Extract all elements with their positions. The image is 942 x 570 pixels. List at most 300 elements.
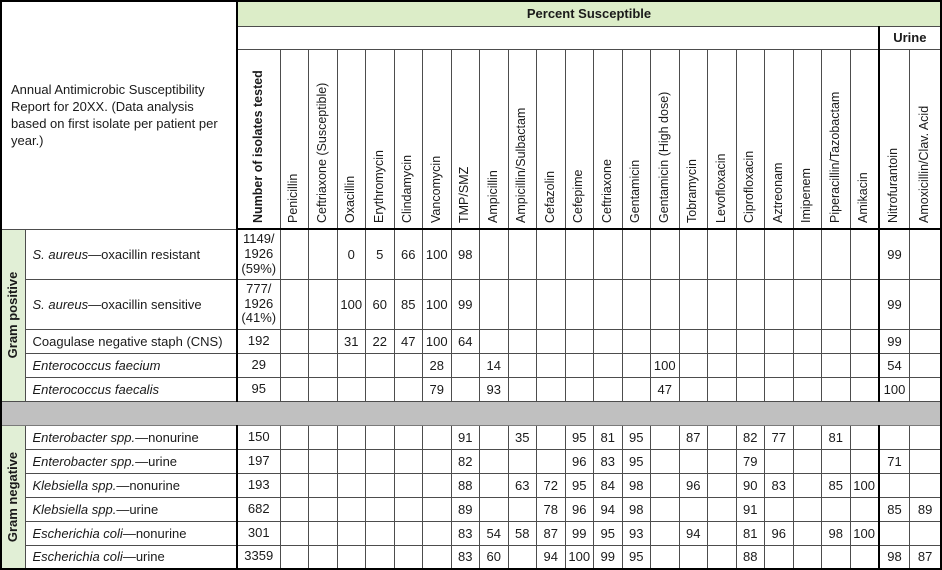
value-cell: 63	[508, 473, 537, 497]
table-row	[1, 229, 941, 279]
value-cell: 96	[565, 497, 594, 521]
value-cell	[394, 425, 423, 449]
value-cell	[793, 545, 822, 569]
table-row	[1, 473, 941, 497]
percent-susceptible-header: Percent Susceptible	[237, 1, 941, 26]
value-cell: 82	[736, 425, 765, 449]
value-cell	[822, 229, 851, 279]
value-cell	[594, 329, 623, 353]
value-cell	[879, 425, 910, 449]
value-cell: 99	[879, 229, 910, 279]
value-cell	[423, 473, 452, 497]
value-cell	[537, 353, 566, 377]
value-cell	[793, 279, 822, 329]
value-cell	[280, 449, 309, 473]
table-row	[1, 329, 941, 353]
value-cell: 96	[565, 449, 594, 473]
isolates-count: 150	[237, 425, 280, 449]
column-header-label: Vancomycin	[428, 155, 443, 223]
value-cell: 95	[565, 425, 594, 449]
value-cell	[736, 377, 765, 401]
organism-name-suffix: —urine	[116, 501, 159, 517]
value-cell: 47	[651, 377, 680, 401]
value-cell	[679, 353, 708, 377]
value-cell	[508, 545, 537, 569]
value-cell: 99	[594, 545, 623, 569]
column-header-ciprofloxacin	[736, 49, 765, 229]
value-cell: 98	[622, 473, 651, 497]
isolates-count: 29	[237, 353, 280, 377]
organism-name-suffix: —oxacillin sensitive	[88, 296, 202, 312]
value-cell	[280, 353, 309, 377]
value-cell	[850, 229, 879, 279]
value-cell	[480, 229, 509, 279]
value-cell	[910, 425, 941, 449]
value-cell: 81	[594, 425, 623, 449]
column-header-label: Erythromycin	[371, 150, 386, 223]
value-cell	[508, 229, 537, 279]
value-cell	[651, 279, 680, 329]
value-cell	[622, 279, 651, 329]
value-cell	[708, 473, 737, 497]
column-header-label: Ampicillin/Sulbactam	[514, 107, 529, 223]
value-cell	[822, 377, 851, 401]
value-cell	[793, 229, 822, 279]
value-cell	[565, 279, 594, 329]
value-cell	[822, 329, 851, 353]
value-cell	[480, 279, 509, 329]
value-cell: 87	[679, 425, 708, 449]
value-cell	[537, 279, 566, 329]
table-row	[1, 353, 941, 377]
value-cell: 95	[622, 545, 651, 569]
value-cell: 100	[337, 279, 366, 329]
value-cell: 100	[651, 353, 680, 377]
column-header-label: Cefazolin	[542, 170, 557, 223]
value-cell	[394, 449, 423, 473]
value-cell	[508, 353, 537, 377]
value-cell	[337, 449, 366, 473]
value-cell	[337, 425, 366, 449]
organism-name	[25, 545, 237, 569]
value-cell: 95	[622, 449, 651, 473]
value-cell	[793, 329, 822, 353]
value-cell	[679, 545, 708, 569]
organism-name	[25, 329, 237, 353]
value-cell	[708, 449, 737, 473]
column-header-label: Tobramycin	[685, 159, 700, 223]
value-cell	[651, 497, 680, 521]
value-cell: 47	[394, 329, 423, 353]
organism-name-species: Escherichia coli	[32, 525, 123, 541]
value-cell	[309, 229, 338, 279]
value-cell: 64	[451, 329, 480, 353]
isolates-count: 193	[237, 473, 280, 497]
value-cell: 98	[879, 545, 910, 569]
organism-name-suffix: —oxacillin resistant	[88, 246, 201, 262]
isolates-count: 197	[237, 449, 280, 473]
value-cell	[366, 545, 395, 569]
value-cell	[565, 229, 594, 279]
value-cell	[508, 449, 537, 473]
value-cell	[594, 377, 623, 401]
value-cell	[850, 329, 879, 353]
column-header-ceftriaxone	[594, 49, 623, 229]
value-cell	[708, 545, 737, 569]
value-cell	[651, 449, 680, 473]
column-header-amikacin	[850, 49, 879, 229]
organism-name-species: Escherichia coli	[32, 549, 123, 565]
value-cell: 91	[451, 425, 480, 449]
column-header-label: Cefepime	[571, 169, 586, 223]
value-cell: 66	[394, 229, 423, 279]
value-cell	[423, 449, 452, 473]
value-cell	[651, 425, 680, 449]
column-header-amoxicillin-clav-acid	[910, 49, 941, 229]
value-cell	[765, 329, 794, 353]
value-cell: 83	[594, 449, 623, 473]
organism-name-suffix: —urine	[135, 453, 178, 469]
value-cell	[679, 329, 708, 353]
value-cell	[366, 425, 395, 449]
value-cell	[910, 353, 941, 377]
value-cell	[594, 229, 623, 279]
value-cell	[337, 353, 366, 377]
value-cell	[394, 545, 423, 569]
value-cell	[480, 329, 509, 353]
isolates-count: 777/ 1926 (41%)	[237, 279, 280, 329]
value-cell: 87	[537, 521, 566, 545]
value-cell	[622, 353, 651, 377]
value-cell: 93	[480, 377, 509, 401]
value-cell	[394, 521, 423, 545]
value-cell	[537, 329, 566, 353]
table-row	[1, 497, 941, 521]
value-cell: 94	[594, 497, 623, 521]
organism-name	[25, 377, 237, 401]
column-header-ampicillin	[480, 49, 509, 229]
value-cell	[309, 377, 338, 401]
value-cell	[309, 449, 338, 473]
value-cell: 89	[910, 497, 941, 521]
value-cell: 99	[879, 329, 910, 353]
value-cell	[394, 377, 423, 401]
value-cell	[423, 425, 452, 449]
value-cell	[366, 473, 395, 497]
table-row	[1, 377, 941, 401]
value-cell	[910, 473, 941, 497]
isolates-count: 1149/ 1926 (59%)	[237, 229, 280, 279]
column-header-cefazolin	[537, 49, 566, 229]
section-label-text: Gram positive	[5, 271, 21, 359]
section-separator-row	[1, 401, 941, 425]
value-cell	[736, 279, 765, 329]
value-cell	[366, 497, 395, 521]
value-cell: 98	[822, 521, 851, 545]
value-cell	[537, 229, 566, 279]
organism-name-species: Klebsiella spp.	[32, 501, 117, 517]
column-header-label: Ceftriaxone	[599, 159, 614, 223]
value-cell: 60	[366, 279, 395, 329]
value-cell	[651, 229, 680, 279]
column-header-label: TMP/SMZ	[457, 166, 472, 223]
value-cell	[793, 377, 822, 401]
value-cell	[622, 377, 651, 401]
column-header-imipenem	[793, 49, 822, 229]
column-header-gentamicin	[622, 49, 651, 229]
table-row	[1, 545, 941, 569]
value-cell	[651, 545, 680, 569]
value-cell	[423, 545, 452, 569]
value-cell: 100	[423, 229, 452, 279]
value-cell	[679, 377, 708, 401]
table-row	[1, 425, 941, 449]
value-cell: 82	[451, 449, 480, 473]
column-header-label: Imipenem	[799, 168, 814, 223]
value-cell	[793, 449, 822, 473]
value-cell	[850, 353, 879, 377]
value-cell: 31	[337, 329, 366, 353]
value-cell: 60	[480, 545, 509, 569]
value-cell	[765, 353, 794, 377]
column-header-cefepime	[565, 49, 594, 229]
value-cell	[394, 497, 423, 521]
value-cell	[708, 497, 737, 521]
isolates-count: 301	[237, 521, 280, 545]
value-cell: 93	[622, 521, 651, 545]
isolates-count: 95	[237, 377, 280, 401]
value-cell	[910, 521, 941, 545]
isolates-column-label: Number of isolates tested	[250, 70, 265, 223]
value-cell: 89	[451, 497, 480, 521]
value-cell	[394, 473, 423, 497]
value-cell: 84	[594, 473, 623, 497]
value-cell	[394, 353, 423, 377]
value-cell: 78	[537, 497, 566, 521]
value-cell	[793, 497, 822, 521]
column-header-tobramycin	[679, 49, 708, 229]
value-cell	[850, 497, 879, 521]
value-cell	[679, 497, 708, 521]
organism-name-species: Enterococcus faecium	[32, 357, 161, 373]
value-cell: 96	[679, 473, 708, 497]
value-cell	[366, 449, 395, 473]
column-header-label: Ceftriaxone (Susceptible)	[314, 82, 329, 223]
value-cell: 98	[451, 229, 480, 279]
value-cell: 79	[736, 449, 765, 473]
value-cell	[280, 545, 309, 569]
column-header-penicillin	[280, 49, 309, 229]
value-cell	[708, 425, 737, 449]
organism-name-species: Enterococcus faecalis	[32, 381, 159, 397]
value-cell: 14	[480, 353, 509, 377]
value-cell	[736, 353, 765, 377]
organism-name-species: Enterobacter spp.	[32, 429, 136, 445]
organism-name-suffix: Coagulase negative staph (CNS)	[32, 333, 223, 349]
value-cell: 100	[879, 377, 910, 401]
value-cell: 77	[765, 425, 794, 449]
column-header-gentamicin-high-dose	[651, 49, 680, 229]
table-row	[1, 521, 941, 545]
value-cell	[850, 449, 879, 473]
value-cell: 72	[537, 473, 566, 497]
organism-name-species: Enterobacter spp.	[32, 453, 136, 469]
value-cell	[879, 473, 910, 497]
isolates-count: 192	[237, 329, 280, 353]
organism-name	[25, 521, 237, 545]
value-cell	[366, 377, 395, 401]
value-cell	[451, 353, 480, 377]
value-cell	[708, 329, 737, 353]
value-cell	[280, 377, 309, 401]
value-cell	[793, 425, 822, 449]
value-cell	[280, 521, 309, 545]
value-cell	[480, 449, 509, 473]
column-header-label: Penicillin	[286, 173, 301, 223]
table-body	[1, 229, 941, 569]
value-cell: 81	[822, 425, 851, 449]
value-cell	[850, 545, 879, 569]
value-cell: 95	[594, 521, 623, 545]
value-cell	[309, 353, 338, 377]
organism-name	[25, 473, 237, 497]
value-cell	[309, 279, 338, 329]
value-cell: 87	[910, 545, 941, 569]
value-cell: 85	[394, 279, 423, 329]
value-cell: 88	[736, 545, 765, 569]
value-cell: 90	[736, 473, 765, 497]
value-cell	[309, 497, 338, 521]
value-cell	[280, 425, 309, 449]
header-row-group	[1, 1, 941, 26]
value-cell	[423, 521, 452, 545]
column-header-label: Gentamicin (High dose)	[656, 91, 671, 223]
value-cell: 99	[565, 521, 594, 545]
value-cell: 83	[451, 521, 480, 545]
value-cell	[708, 229, 737, 279]
value-cell: 71	[879, 449, 910, 473]
value-cell: 79	[423, 377, 452, 401]
value-cell: 85	[822, 473, 851, 497]
value-cell: 100	[850, 473, 879, 497]
value-cell	[337, 545, 366, 569]
section-label-text: Gram negative	[5, 451, 21, 542]
column-header-vancomycin	[423, 49, 452, 229]
value-cell	[708, 377, 737, 401]
column-header-oxacillin	[337, 49, 366, 229]
isolates-count: 682	[237, 497, 280, 521]
value-cell	[850, 377, 879, 401]
value-cell	[337, 497, 366, 521]
column-header-ceftriaxone-susceptible	[309, 49, 338, 229]
value-cell: 28	[423, 353, 452, 377]
value-cell	[651, 329, 680, 353]
value-cell	[480, 425, 509, 449]
value-cell	[594, 279, 623, 329]
organism-name	[25, 449, 237, 473]
isolates-count: 3359	[237, 545, 280, 569]
value-cell: 100	[565, 545, 594, 569]
column-header-label: Oxacillin	[343, 175, 358, 223]
value-cell	[708, 353, 737, 377]
value-cell: 85	[879, 497, 910, 521]
value-cell	[679, 229, 708, 279]
value-cell	[822, 449, 851, 473]
value-cell	[910, 279, 941, 329]
value-cell	[366, 353, 395, 377]
column-header-aztreonam	[765, 49, 794, 229]
value-cell	[651, 473, 680, 497]
value-cell: 95	[622, 425, 651, 449]
value-cell	[651, 521, 680, 545]
column-header-label: Ampicillin	[485, 170, 500, 223]
organism-name-species: Klebsiella spp.	[32, 477, 117, 493]
value-cell	[793, 473, 822, 497]
column-header-ampicillin-sulbactam	[508, 49, 537, 229]
table-row	[1, 449, 941, 473]
value-cell	[736, 329, 765, 353]
value-cell: 96	[765, 521, 794, 545]
organism-name	[25, 279, 237, 329]
value-cell	[280, 279, 309, 329]
value-cell	[337, 377, 366, 401]
isolates-column-header	[237, 49, 280, 229]
organism-name-species: S. aureus	[32, 246, 89, 262]
value-cell	[508, 497, 537, 521]
value-cell	[309, 545, 338, 569]
column-header-levofloxacin	[708, 49, 737, 229]
section-label-gram-negative	[1, 425, 25, 569]
value-cell: 98	[622, 497, 651, 521]
value-cell	[850, 279, 879, 329]
value-cell	[480, 473, 509, 497]
value-cell: 100	[423, 329, 452, 353]
header-spacer	[237, 26, 879, 49]
table-row	[1, 279, 941, 329]
column-header-label: Nitrofurantoin	[886, 147, 901, 223]
value-cell	[508, 279, 537, 329]
value-cell	[765, 279, 794, 329]
column-header-erythromycin	[366, 49, 395, 229]
value-cell: 100	[423, 279, 452, 329]
organism-name-suffix: —nonurine	[122, 525, 187, 541]
value-cell	[280, 329, 309, 353]
value-cell	[793, 521, 822, 545]
value-cell	[822, 353, 851, 377]
value-cell	[850, 425, 879, 449]
value-cell: 54	[879, 353, 910, 377]
value-cell	[594, 353, 623, 377]
value-cell	[280, 497, 309, 521]
value-cell	[280, 473, 309, 497]
value-cell	[765, 229, 794, 279]
value-cell	[765, 497, 794, 521]
value-cell	[565, 329, 594, 353]
value-cell	[537, 449, 566, 473]
column-header-label: Clindamycin	[400, 154, 415, 223]
value-cell: 54	[480, 521, 509, 545]
value-cell	[309, 329, 338, 353]
value-cell	[822, 279, 851, 329]
value-cell	[736, 229, 765, 279]
value-cell	[451, 377, 480, 401]
value-cell	[337, 521, 366, 545]
value-cell	[822, 497, 851, 521]
value-cell	[910, 449, 941, 473]
value-cell: 0	[337, 229, 366, 279]
value-cell	[280, 229, 309, 279]
column-header-label: Ciprofloxacin	[742, 150, 757, 223]
